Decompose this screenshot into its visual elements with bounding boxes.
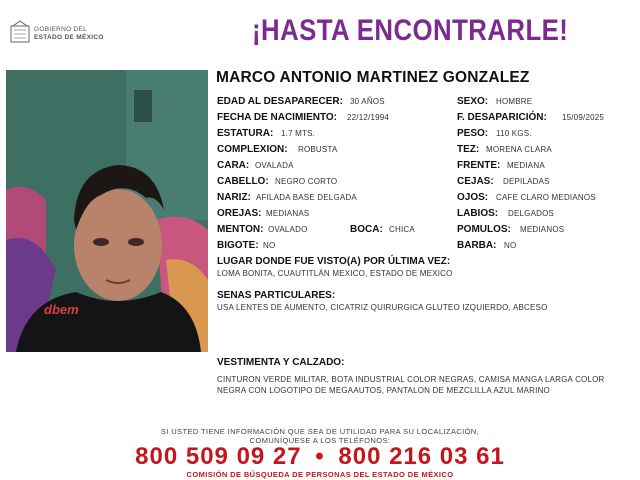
field-label: POMULOS:: [457, 224, 511, 235]
marks-label: SENAS PARTICULARES:: [217, 290, 336, 301]
clothing-value: CINTURON VERDE MILITAR, BOTA INDUSTRIAL COLOR NEGRAS, CAMISA MANGA LARGA COLOR NEGRA CON LOGOTIPO DE MEGAAUTOS, PANTALON DE MEZCLILLA AZUL MARINO: [217, 375, 605, 395]
field-label: F. DESAPARICIÓN:: [457, 112, 547, 123]
boca-label: BOCA:: [350, 224, 383, 235]
field-value: 30 AÑOS: [350, 97, 385, 106]
field-label: BARBA:: [457, 240, 497, 251]
shirt-logo-text: dbem: [44, 302, 79, 317]
notice-line2: COMUNÍQUESE A LOS TELÉFONOS:: [249, 436, 391, 445]
field-value: DELGADOS: [508, 209, 555, 218]
notice-line1: SI USTED TIENE INFORMACIÓN QUE SEA DE UTILIDAD PARA SU LOCALIZACIÓN,: [160, 427, 480, 436]
boca-value: CHICA: [389, 225, 415, 234]
field-label: NARIZ:: [217, 192, 251, 203]
field-label: FRENTE:: [457, 160, 501, 171]
person-name: MARCO ANTONIO MARTINEZ GONZALEZ: [216, 69, 530, 86]
field-value: NEGRO CORTO: [275, 177, 338, 186]
logo-line1: GOBIERNO DEL: [34, 26, 88, 33]
field-value: AFILADA BASE DELGADA: [256, 193, 357, 202]
field-value: MEDIANAS: [266, 209, 310, 218]
person-photo-image: [6, 70, 208, 352]
field-label: CEJAS:: [457, 176, 494, 187]
field-value: 15/09/2025: [562, 113, 605, 122]
field-label: SEXO:: [457, 96, 489, 107]
field-label: LABIOS:: [457, 208, 499, 219]
field-value: MORENA CLARA: [486, 145, 552, 154]
field-label: MENTON:: [217, 224, 264, 235]
field-label: CABELLO:: [217, 176, 269, 187]
field-label: ESTATURA:: [217, 128, 274, 139]
headline: ¡HASTA ENCONTRARLE!: [252, 14, 569, 47]
field-value: 1.7 MTS.: [281, 129, 316, 138]
field-value: 22/12/1994: [347, 113, 390, 122]
last-seen-label: LUGAR DONDE FUE VISTO(A) POR ÚLTIMA VEZ:: [217, 256, 451, 267]
field-value: CAFE CLARO MEDIANOS: [496, 193, 596, 202]
logo-line2: ESTADO DE MÉXICO: [34, 34, 104, 41]
field-value: NO: [504, 241, 517, 250]
phone-numbers: [0, 443, 640, 471]
clothing-label: VESTIMENTA Y CALZADO:: [217, 357, 345, 368]
state-seal-icon: [10, 20, 30, 44]
phone-2[interactable]: 800 216 03 61: [338, 443, 505, 470]
field-label: CARA:: [217, 160, 250, 171]
agency-footer: COMISIÓN DE BÚSQUEDA DE PERSONAS DEL ESTADO DE MÉXICO: [186, 470, 454, 479]
field-label: OJOS:: [457, 192, 489, 203]
phone-1[interactable]: 800 509 09 27: [135, 443, 302, 470]
field-value: HOMBRE: [496, 97, 533, 106]
phone-separator: •: [315, 443, 325, 470]
field-label: COMPLEXION:: [217, 144, 288, 155]
field-value: NO: [263, 241, 276, 250]
field-label: EDAD AL DESAPARECER:: [217, 96, 343, 107]
field-value: ROBUSTA: [298, 145, 338, 154]
person-photo: [6, 70, 208, 352]
field-value: MEDIANOS: [520, 225, 565, 234]
field-value: MEDIANA: [507, 161, 545, 170]
field-label: TEZ:: [457, 144, 480, 155]
field-label: OREJAS:: [217, 208, 262, 219]
field-label: FECHA DE NACIMIENTO:: [217, 112, 337, 123]
marks-value: USA LENTES DE AUMENTO, CICATRIZ QUIRURGICA GLUTEO IZQUIERDO, ABCESO: [217, 303, 548, 312]
field-value: 110 KGS.: [496, 129, 532, 138]
field-value: DEPILADAS: [503, 177, 550, 186]
last-seen-value: LOMA BONITA, CUAUTITLÁN MEXICO, ESTADO DE MEXICO: [217, 269, 453, 278]
field-value: OVALADO: [268, 225, 308, 234]
field-label: BIGOTE:: [217, 240, 259, 251]
field-value: OVALADA: [255, 161, 294, 170]
field-label: PESO:: [457, 128, 489, 139]
state-logo: [10, 20, 120, 48]
